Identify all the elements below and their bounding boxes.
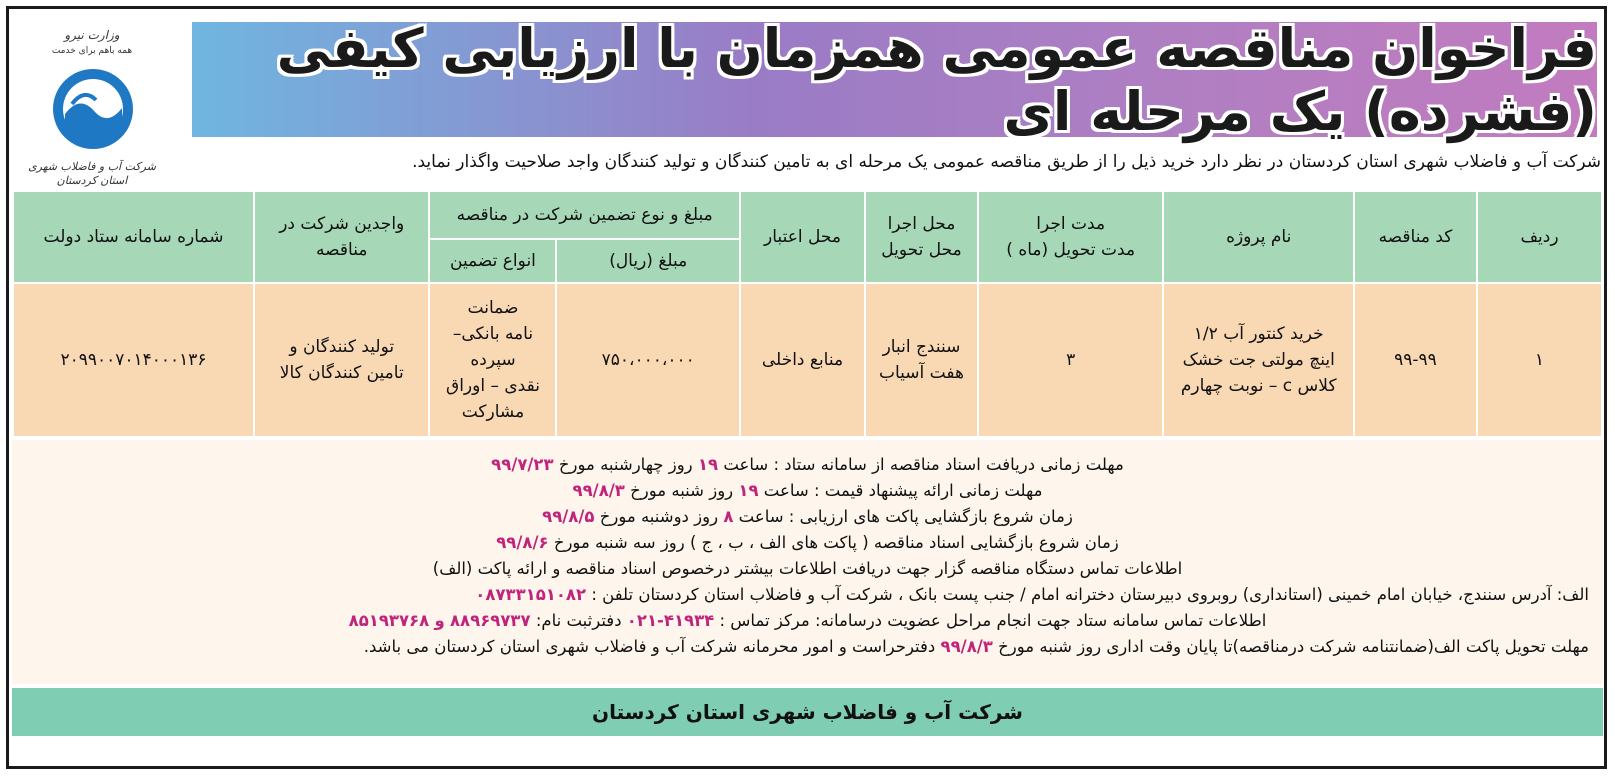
ministry-label: وزارت نیرو (64, 28, 120, 42)
table-row (13, 283, 1602, 437)
cell-setad-number: ۲۰۹۹۰۰۷۰۱۴۰۰۰۱۳۶ (13, 283, 254, 437)
info-line-offer-deadline (12, 478, 1603, 504)
cell-duration: ۳ (978, 283, 1164, 437)
header-setad-number: شماره سامانه ستاد دولت (13, 191, 254, 283)
header-credit-source: محل اعتبار (740, 191, 865, 283)
info-l5-text: اطلاعات تماس دستگاه مناقصه گزار جهت دریافت اطلاعات بیشتر درخصوص اسناد مناقصه و ارائه پاکت (الف) (432, 559, 1183, 578)
header-guarantee-type: انواع تضمین (429, 239, 556, 283)
logo-company-name (12, 160, 172, 188)
info-line-contact-title (12, 556, 1603, 582)
header-location-line2: محل تحویل (881, 240, 962, 260)
cell-amount: ۷۵۰،۰۰۰،۰۰۰ (556, 283, 740, 437)
intro-text: شرکت آب و فاضلاب شهری استان کردستان در نظر دارد خرید ذیل را از طریق مناقصه عمومی یک مرحله ای به تامین کنندگان و تولید کنندگان واجد صلاحیت واگذار نماید. (412, 152, 1601, 172)
info-line-documents-deadline (12, 452, 1603, 478)
footer-text: شرکت آب و فاضلاب شهری استان کردستان (592, 700, 1023, 724)
info-l1-mid: روز چهارشنبه مورخ (558, 455, 693, 474)
cell-location (865, 283, 978, 437)
info-line-delivery (12, 634, 1603, 660)
info-l2-hour: ۱۹ (738, 481, 759, 500)
info-l2-text: مهلت زمانی ارائه پیشنهاد قیمت : ساعت (763, 481, 1043, 500)
schedule-info (12, 440, 1603, 684)
cell-gtype-line1: ضمانت (467, 298, 519, 318)
header-project-name: نام پروژه (1163, 191, 1354, 283)
info-l1-date: ۹۹/۷/۲۳ (491, 455, 554, 474)
header-amount: مبلغ (ریال) (556, 239, 740, 283)
info-l7-mid: دفترثبت نام: (535, 611, 622, 630)
info-l6-phone: ۰۸۷۳۳۱۵۱۰۸۲ (475, 585, 587, 604)
logo-company-line1: شرکت آب و فاضلاب شهری (28, 160, 156, 173)
header-eligible (254, 191, 429, 283)
page-title: فراخوان مناقصه عمومی همزمان با ارزیابی کیفی (فشرده) یک مرحله ای (276, 16, 1597, 143)
cell-credit-source: منابع داخلی (740, 283, 865, 437)
cell-project-name (1163, 283, 1354, 437)
cell-location-line2: هفت آسیاب (878, 363, 964, 383)
info-l7-office1: ۸۸۹۶۹۷۳۷ (449, 611, 531, 630)
info-l7-center: ۴۱۹۳۴-۰۲۱ (626, 611, 715, 630)
cell-project-line3: کلاس c – نوبت چهارم (1180, 376, 1337, 396)
cell-tender-code: ۹۹-۹۹ (1354, 283, 1477, 437)
info-l3-date: ۹۹/۸/۵ (542, 507, 595, 526)
header-tender-code: کد مناقصه (1354, 191, 1477, 283)
header-duration-line2: مدت تحویل (ماه ) (1006, 240, 1136, 260)
info-l8-date: ۹۹/۸/۳ (940, 637, 993, 656)
info-l2-date: ۹۹/۸/۳ (572, 481, 625, 500)
header-eligible-line2: مناقصه (316, 240, 368, 260)
cell-gtype-line2: نامه بانکی– (452, 324, 534, 344)
cell-location-line1: سنندج انبار (882, 337, 961, 357)
info-l2-mid: روز شنبه مورخ (630, 481, 734, 500)
info-l1-hour: ۱۹ (697, 455, 719, 474)
info-line-setad-contact (12, 608, 1603, 634)
header-eligible-line1: واجدین شرکت در (279, 214, 405, 234)
logo-slogan: همه باهم برای خدمت (51, 46, 133, 56)
title-banner (192, 16, 1597, 143)
info-l8-rest: دفترحراست و امور محرمانه شرکت آب و فاضلاب شهری استان کردستان می باشد. (363, 637, 936, 656)
info-l3-text: زمان شروع بازگشایی پاکت های ارزیابی : ساعت (738, 507, 1073, 526)
cell-project-line2: اینچ مولتی جت خشک (1182, 350, 1335, 370)
water-drop-wave-icon (50, 64, 136, 154)
info-l1-text: مهلت زمانی دریافت اسناد مناقصه از سامانه ستاد : ساعت (723, 455, 1124, 474)
header-guarantee: مبلغ و نوع تضمین شرکت در مناقصه (429, 191, 740, 239)
cell-eligible-line2: تامین کنندگان کالا (279, 363, 404, 383)
header-duration (978, 191, 1164, 283)
info-l7-and: و (434, 611, 445, 630)
info-line-address (12, 582, 1603, 608)
cell-eligible-line1: تولید کنندگان و (289, 337, 395, 357)
info-l6-text: الف: آدرس سنندج، خیابان امام خمینی (استانداری) روبروی دبیرستان دخترانه امام / جنب پست بانک ، شرکت آب و فاضلاب استان کردستان تلفن : (591, 585, 1589, 604)
info-line-documents-opening (12, 530, 1603, 556)
footer-company-name (12, 688, 1603, 736)
header-location-line1: محل اجرا (887, 214, 956, 234)
info-l4-date: ۹۹/۸/۶ (496, 533, 549, 552)
cell-row-number: ۱ (1477, 283, 1602, 437)
company-logo (12, 20, 172, 188)
info-line-evaluation-opening (12, 504, 1603, 530)
info-l7-office2: ۸۵۱۹۳۷۶۸ (348, 611, 430, 630)
cell-gtype-line4: نقدی – اوراق (446, 376, 540, 396)
header-duration-line1: مدت اجرا (1036, 214, 1106, 234)
header-row-number: ردیف (1477, 191, 1602, 283)
info-l3-hour: ۸ (723, 507, 734, 526)
logo-company-line2: استان کردستان (56, 174, 128, 187)
info-l8-text: مهلت تحویل پاکت الف(ضمانتنامه شرکت درمناقصه)تا پایان وقت اداری روز شنبه مورخ (998, 637, 1589, 656)
cell-gtype-line3: سپرده (470, 350, 516, 370)
table-header-row (13, 191, 1602, 239)
header-location (865, 191, 978, 283)
info-l4-text: زمان شروع بازگشایی اسناد مناقصه ( پاکت های الف ، ب ، ج ) روز سه شنبه مورخ (553, 533, 1119, 552)
cell-project-line1: خرید کنتور آب ۱/۲ (1193, 324, 1324, 344)
info-l7-text: اطلاعات تماس سامانه ستاد جهت انجام مراحل عضویت درسامانه: مرکز تماس : (719, 611, 1267, 630)
cell-guarantee-type (429, 283, 556, 437)
tender-table (12, 190, 1603, 438)
cell-eligible (254, 283, 429, 437)
info-l3-mid: روز دوشنبه مورخ (599, 507, 719, 526)
cell-gtype-line5: مشارکت (461, 402, 525, 422)
